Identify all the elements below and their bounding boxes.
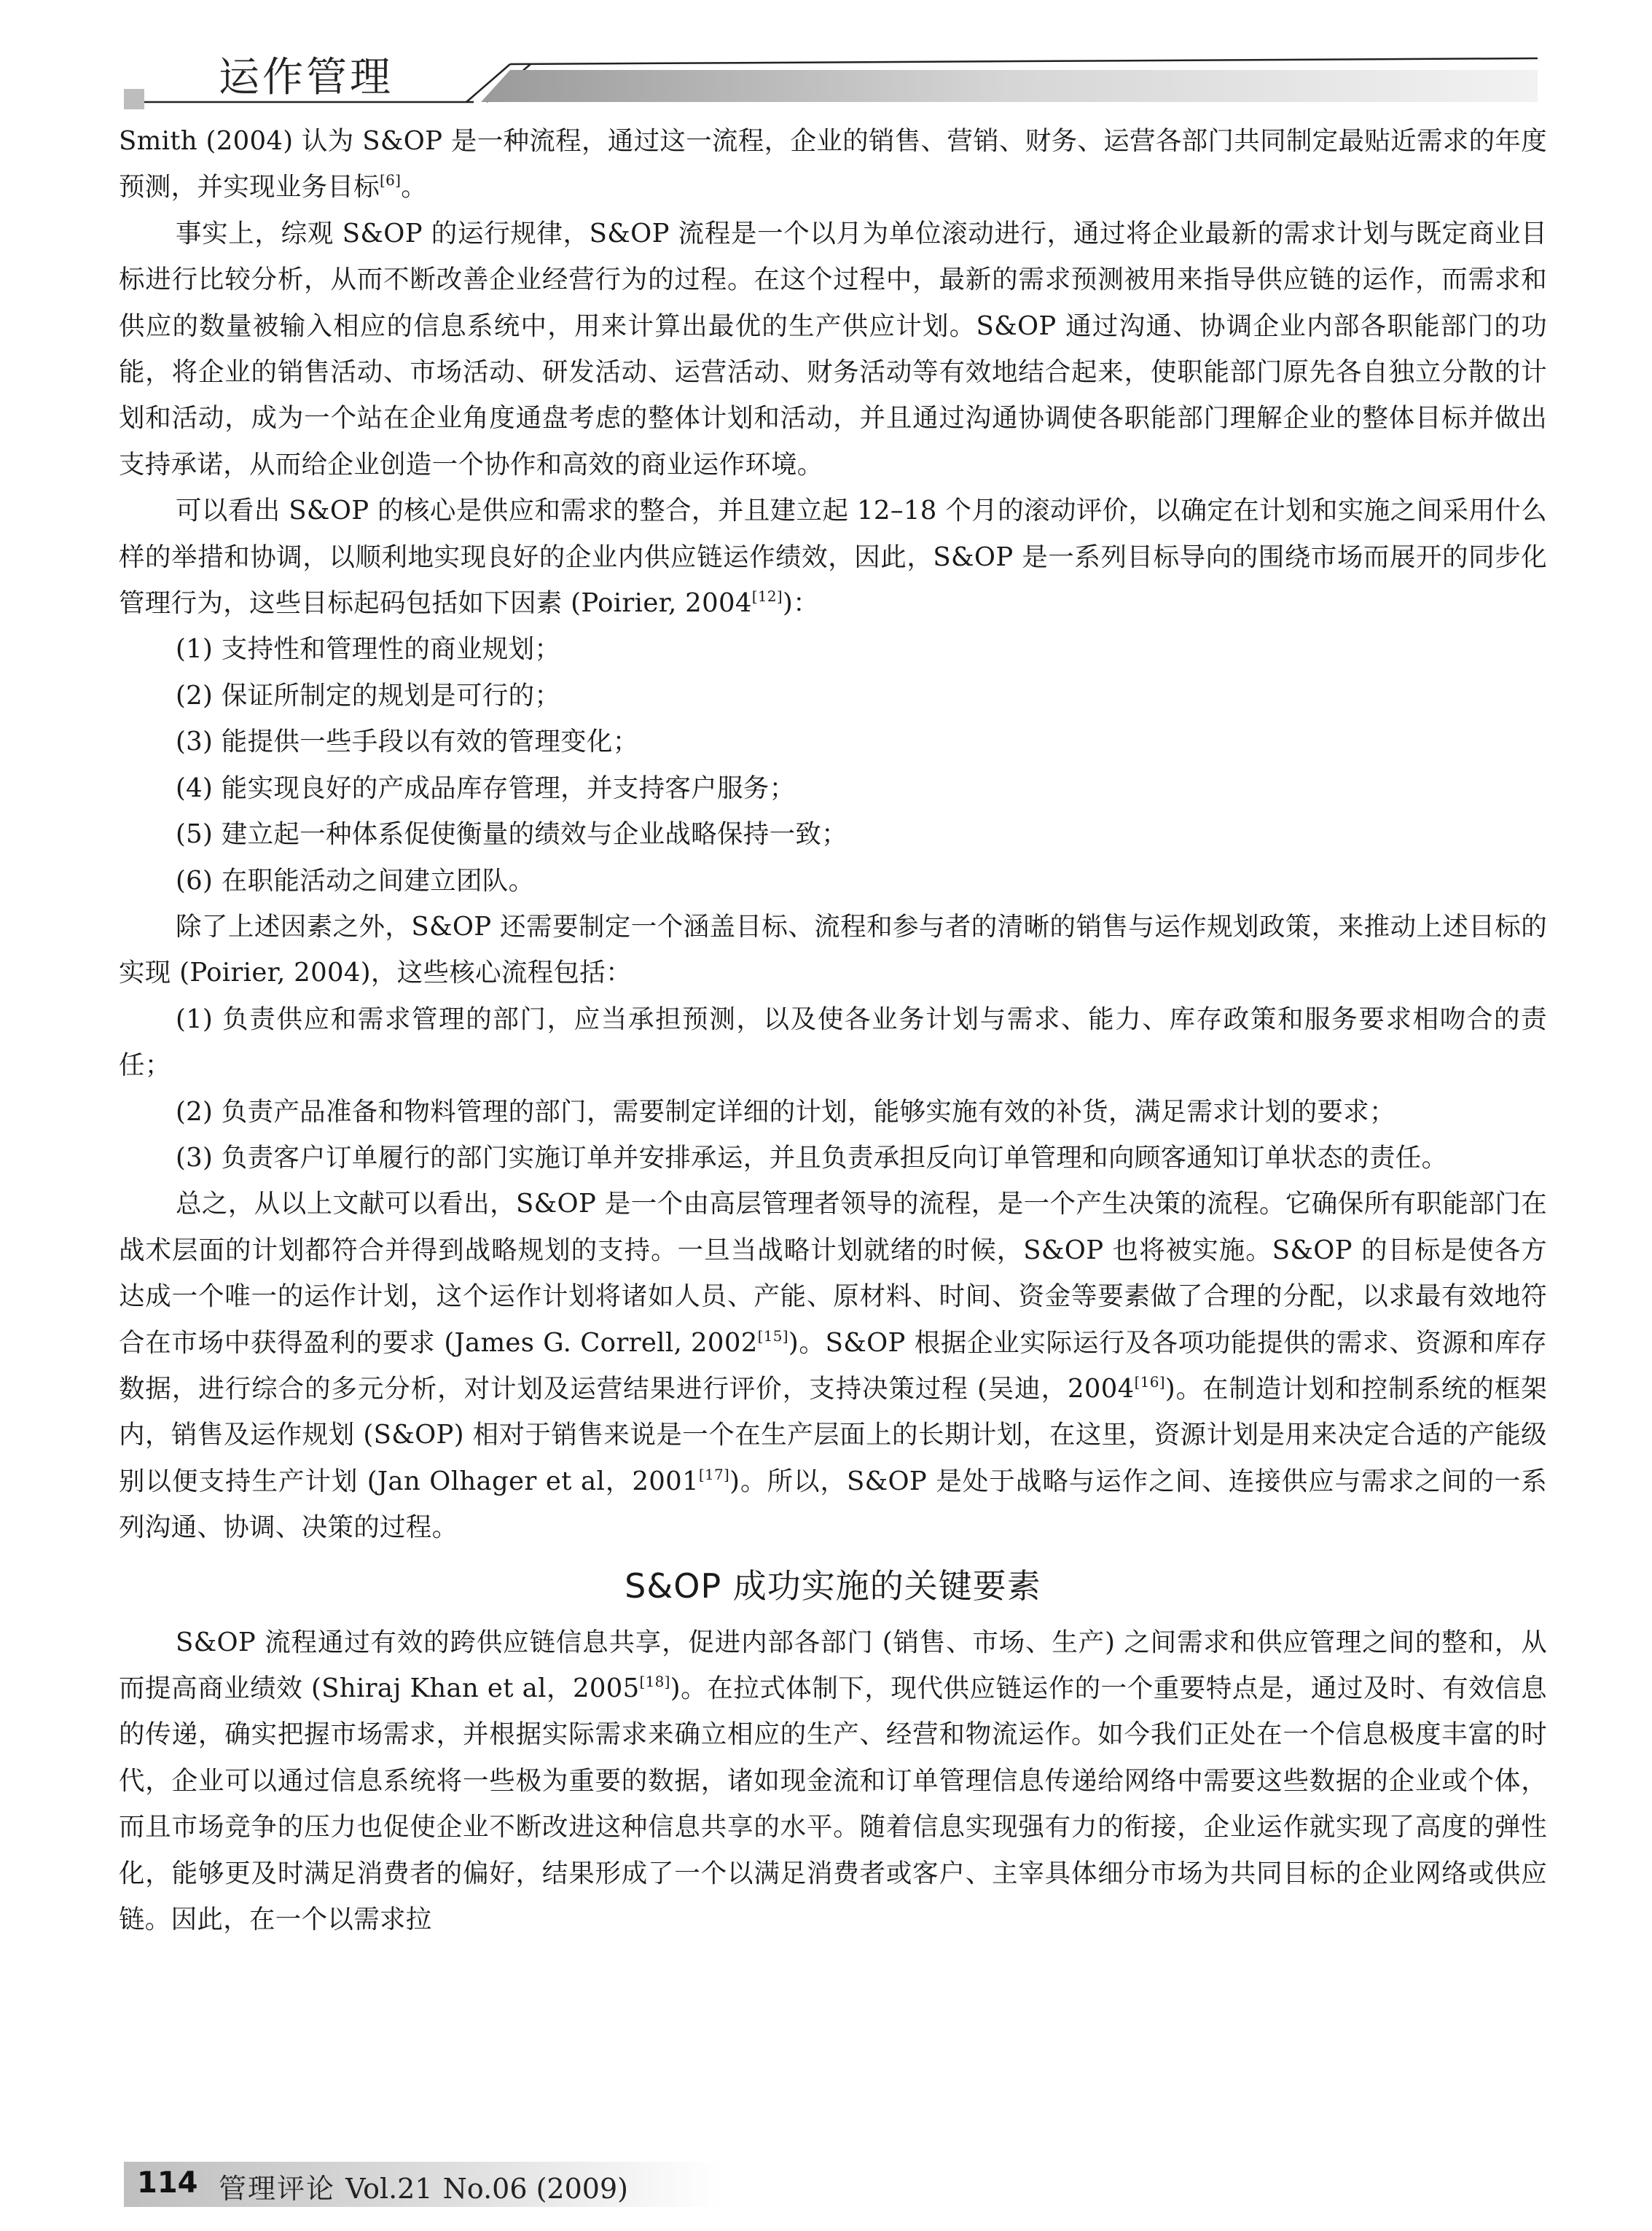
list-item: (1) 支持性和管理性的商业规划；: [176, 634, 561, 665]
section-running-title: 运作管理: [219, 54, 394, 101]
paragraph-smith: [119, 118, 1547, 211]
list-item: (2) 负责产品准备和物料管理的部门，需要制定详细的计划，能够实施有效的补货，满足需求计划的要求；: [176, 1096, 1395, 1127]
citation-ref: [18]: [639, 1673, 670, 1690]
paragraph-sop-policy: 除了上述因素之外，S&OP 还需要制定一个涵盖目标、流程和参与者的清晰的销售与运作规划政策，来推动上述目标的实现 (Poirier, 2004)，这些核心流程包括：: [119, 911, 1547, 988]
running-header: [0, 0, 1652, 117]
list-item: (2) 保证所制定的规划是可行的；: [176, 680, 561, 711]
paragraph-text: Smith (2004) 认为 S&OP 是一种流程，通过这一流程，企业的销售、营销、财务、运营各部门共同制定最贴近需求的年度预测，并实现业务目标: [119, 126, 1547, 203]
list-item: (1) 负责供应和需求管理的部门，应当承担预测，以及使各业务计划与需求、能力、库存政策和服务要求相吻合的责任；: [119, 1004, 1547, 1081]
citation-ref: [16]: [1134, 1372, 1165, 1391]
paragraph-info-sharing: [119, 1619, 1547, 1943]
paragraph-text: 。: [401, 172, 428, 203]
citation-ref: [17]: [698, 1465, 730, 1483]
paragraph-text: 可以看出 S&OP 的核心是供应和需求的整合，并且建立起 12–18 个月的滚动评价，以确定在计划和实施之间采用什么样的举措和协调，以顺利地实现良好的企业内供应链运作绩效，因此，S&OP 是一系列目标导向的围绕市场而展开的同步化管理行为，这些目标起码包括如下因素 (Poirier, 2004: [119, 496, 1547, 619]
paragraph-sop-core: [119, 488, 1547, 626]
list-item: (6) 在职能活动之间建立团队。: [176, 865, 535, 896]
article-body: [119, 118, 1547, 1942]
paragraph-text: 总之，从以上文献可以看出，S&OP 是一个由高层管理者领导的流程，是一个产生决策的流程。它确保所有职能部门在战术层面的计划都符合并得到战略规划的支持。一旦当战略计划就绪的时候，S&OP 也将被实施。S&OP 的目标是使各方达成一个唯一的运作计划，这个运作计划将诸如人员、产能、原材料、时间、资金等要素做了合理的分配，以求最有效地符合在市场中获得盈利的要求 (James G. Correll, 2002: [119, 1189, 1547, 1358]
list-item: (5) 建立起一种体系促使衡量的绩效与企业战略保持一致；: [176, 819, 847, 850]
header-marker: [124, 89, 144, 109]
journal-info: [219, 2166, 628, 2206]
journal-issue: No.06 (2009): [442, 2173, 628, 2205]
paragraph-text: )。所以，S&OP 是处于战略与运作之间、连接供应与需求之间的一系列沟通、协调、决策的过程。: [119, 1466, 1547, 1543]
paragraph-text: )：: [783, 588, 819, 619]
list-item: (3) 负责客户订单履行的部门实施订单并安排承运，并且负责承担反向订单管理和向顾客通知订单状态的责任。: [176, 1142, 1448, 1173]
page-number: 114: [137, 2166, 198, 2200]
paragraph-text: )。在制造计划和控制系统的框架内，销售及运作规划 (S&OP) 相对于销售来说是一个在生产层面上的长期计划，在这里，资源计划是用来决定合适的产能级别以便支持生产计划 (Jan Olhager et al，2001: [119, 1373, 1548, 1496]
paragraph-sop-overview: 事实上，综观 S&OP 的运行规律，S&OP 流程是一个以月为单位滚动进行，通过将企业最新的需求计划与既定商业目标进行比较分析，从而不断改善企业经营行为的过程。在这个过程中，最新的需求预测被用来指导供应链的运作，而需求和供应的数量被输入相应的信息系统中，用来计算出最优的生产供应计划。S&OP 通过沟通、协调企业内部各职能部门的功能，将企业的销售活动、市场活动、研发活动、运营活动、财务活动等有效地结合起来，使职能部门原先各自独立分散的计划和活动，成为一个站在企业角度通盘考虑的整体计划和活动，并且通过沟通协调使各职能部门理解企业的整体目标并做出支持承诺，从而给企业创造一个协作和高效的商业运作环境。: [119, 218, 1547, 480]
page-footer: [124, 2157, 1581, 2223]
list-item: (4) 能实现良好的产成品库存管理，并支持客户服务；: [176, 773, 796, 803]
section-heading: S&OP 成功实施的关键要素: [625, 1566, 1041, 1606]
citation-ref: [6]: [380, 171, 402, 190]
journal-name: 管理评论: [219, 2173, 336, 2205]
citation-ref: [15]: [757, 1327, 788, 1345]
list-item: (3) 能提供一些手段以有效的管理变化；: [176, 727, 639, 757]
paragraph-sop-summary: [119, 1181, 1547, 1550]
journal-volume: Vol.21: [345, 2173, 433, 2205]
paragraph-text: S&OP 流程通过有效的跨供应链信息共享，促进内部各部门 (销售、市场、生产) 之间需求和供应管理之间的整和，从而提高商业绩效 (Shiraj Khan et al，2005: [119, 1627, 1547, 1703]
paragraph-text: )。在拉式体制下，现代供应链运作的一个重要特点是，通过及时、有效信息的传递，确实把握市场需求，并根据实际需求来确立相应的生产、经营和物流运作。如今我们正处在一个信息极度丰富的时代，企业可以通过信息系统将一些极为重要的数据，诸如现金流和订单管理信息传递给网络中需要这些数据的企业或个体，而且市场竞争的压力也促使企业不断改进这种信息共享的水平。随着信息实现强有力的衔接，企业运作就实现了高度的弹性化，能够更及时满足消费者的偏好，结果形成了一个以满足消费者或客户、主宰具体细分市场为共同目标的企业网络或供应链。因此，在一个以需求拉: [119, 1673, 1547, 1935]
citation-ref: [12]: [751, 587, 783, 606]
paragraph-text: )。S&OP 根据企业实际运行及各项功能提供的需求、资源和库存数据，进行综合的多元分析，对计划及运营结果进行评价，支持决策过程 (吴迪，2004: [119, 1327, 1547, 1404]
